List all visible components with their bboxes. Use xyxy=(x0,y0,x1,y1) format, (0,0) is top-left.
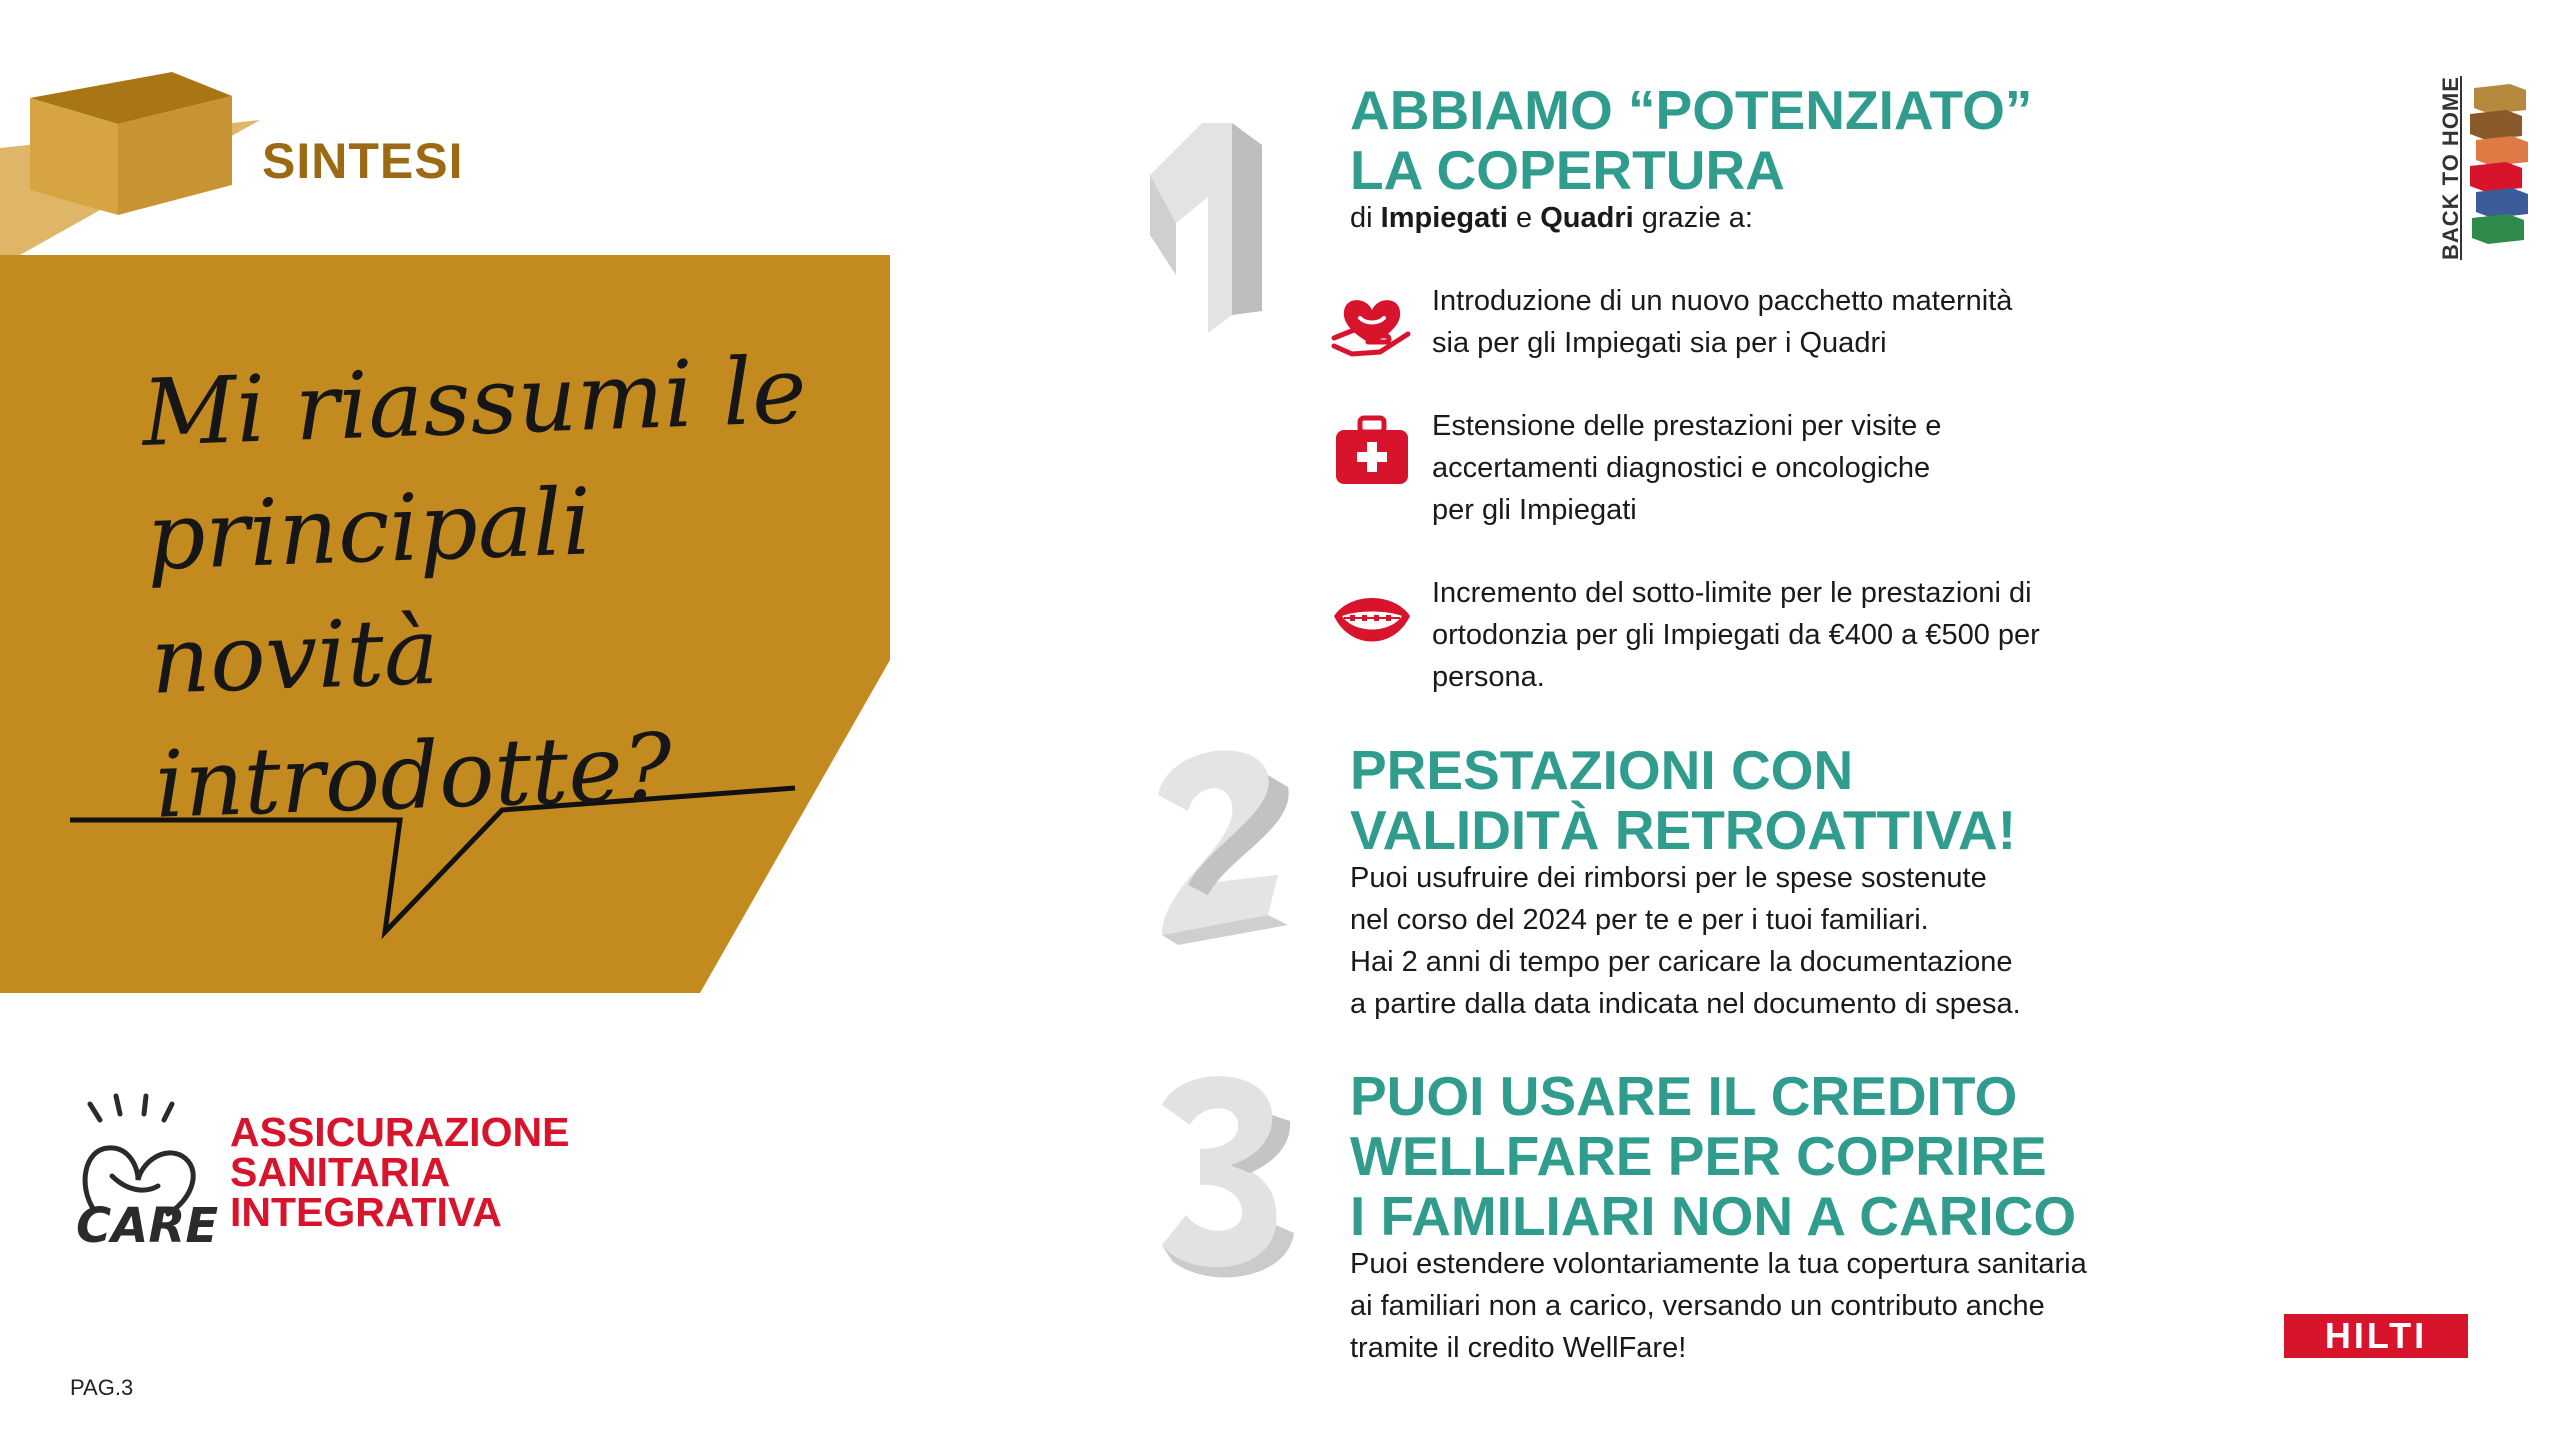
brick-stack xyxy=(2470,84,2528,244)
intro-post: grazie a: xyxy=(1633,202,1753,234)
title-line: I FAMILIARI NON A CARICO xyxy=(1350,1185,2077,1247)
item-line: Incremento del sotto-limite per le prestazioni di xyxy=(1432,577,2032,609)
section-3-body xyxy=(1350,1243,2087,1369)
first-aid-kit-icon xyxy=(1330,410,1414,494)
number-two-graphic xyxy=(1148,735,1298,945)
item-line: Estensione delle prestazioni per visite e xyxy=(1432,410,1942,442)
intro-mid: e xyxy=(1507,202,1541,234)
question-line: principali novità xyxy=(144,468,594,715)
title-line: ABBIAMO “POTENZIATO” xyxy=(1350,79,2033,141)
hilti-logo-text: HILTI xyxy=(2324,1315,2428,1356)
item-line: ortodonzia per gli Impiegati da €400 a €500 per xyxy=(1432,619,2040,651)
number-three-face xyxy=(1162,1076,1277,1267)
item-line: sia per gli Impiegati sia per i Quadri xyxy=(1432,327,1887,359)
smile-braces-icon xyxy=(1330,578,1414,662)
item-line: accertamenti diagnostici e oncologiche xyxy=(1432,452,1931,484)
number-one-side xyxy=(1232,123,1262,315)
section-1-title xyxy=(1350,80,2032,200)
title-line: LA COPERTURA xyxy=(1350,139,1785,201)
hilti-logo xyxy=(2284,1314,2468,1358)
page-number: PAG.3 xyxy=(70,1375,134,1400)
item-line: per gli Impiegati xyxy=(1432,494,1637,526)
care-logo-text xyxy=(230,1109,570,1235)
item-diagnostics-text xyxy=(1432,405,1941,531)
section-label: SINTESI xyxy=(262,133,464,189)
item-orthodontics-text xyxy=(1432,572,2040,698)
title-line: PRESTAZIONI CON xyxy=(1350,739,1854,801)
item-line: persona. xyxy=(1432,661,1545,693)
body-line: Puoi usufruire dei rimborsi per le spese sostenute xyxy=(1350,862,1987,894)
brick xyxy=(2470,110,2522,140)
maternity-heart-hands-icon xyxy=(1330,282,1414,366)
body-line: Puoi estendere volontariamente la tua copertura sanitaria xyxy=(1350,1248,2087,1280)
title-line: PUOI USARE IL CREDITO xyxy=(1350,1065,2018,1127)
body-line: ai familiari non a carico, versando un contributo anche xyxy=(1350,1290,2045,1322)
body-line: Hai 2 anni di tempo per caricare la documentazione xyxy=(1350,946,2013,978)
intro-pre: di xyxy=(1350,202,1381,234)
question-line: introdotte? xyxy=(153,713,674,839)
section-2-title xyxy=(1350,740,2016,860)
body-line: a partire dalla data indicata nel documento di spesa. xyxy=(1350,988,2021,1020)
brick xyxy=(2470,162,2522,192)
intro-bold-quadri: Quadri xyxy=(1540,202,1634,234)
number-one-graphic xyxy=(1140,115,1270,335)
question-line: Mi riassumi le xyxy=(140,336,809,467)
number-three-graphic xyxy=(1150,1065,1300,1285)
care-hands-heart-icon xyxy=(72,1090,242,1250)
brick xyxy=(2476,188,2528,218)
brick xyxy=(2472,214,2524,244)
number-two-face xyxy=(1158,750,1278,935)
item-line: Introduzione di un nuovo pacchetto maternità xyxy=(1432,285,2013,317)
body-line: nel corso del 2024 per te e per i tuoi familiari. xyxy=(1350,904,1929,936)
title-line: WELLFARE PER COPRIRE xyxy=(1350,1125,2047,1187)
brick xyxy=(2476,136,2528,166)
care-line: SANITARIA xyxy=(230,1149,451,1195)
care-line: ASSICURAZIONE xyxy=(230,1109,570,1155)
section-1-intro xyxy=(1350,198,1753,239)
section-3-title xyxy=(1350,1066,2076,1246)
care-line: INTEGRATIVA xyxy=(230,1189,502,1235)
back-to-home-bricks-icon[interactable] xyxy=(2470,84,2530,254)
section-2-body xyxy=(1350,857,2021,1025)
brick xyxy=(2474,84,2526,114)
back-to-home-link[interactable]: BACK TO HOME xyxy=(2438,76,2463,260)
intro-bold-impiegati: Impiegati xyxy=(1380,202,1508,234)
question-text xyxy=(140,325,917,847)
body-line: tramite il credito WellFare! xyxy=(1350,1332,1687,1364)
care-word: CARE xyxy=(76,1198,219,1250)
title-line: VALIDITÀ RETROATTIVA! xyxy=(1350,799,2017,861)
item-maternity-text xyxy=(1432,280,2012,364)
